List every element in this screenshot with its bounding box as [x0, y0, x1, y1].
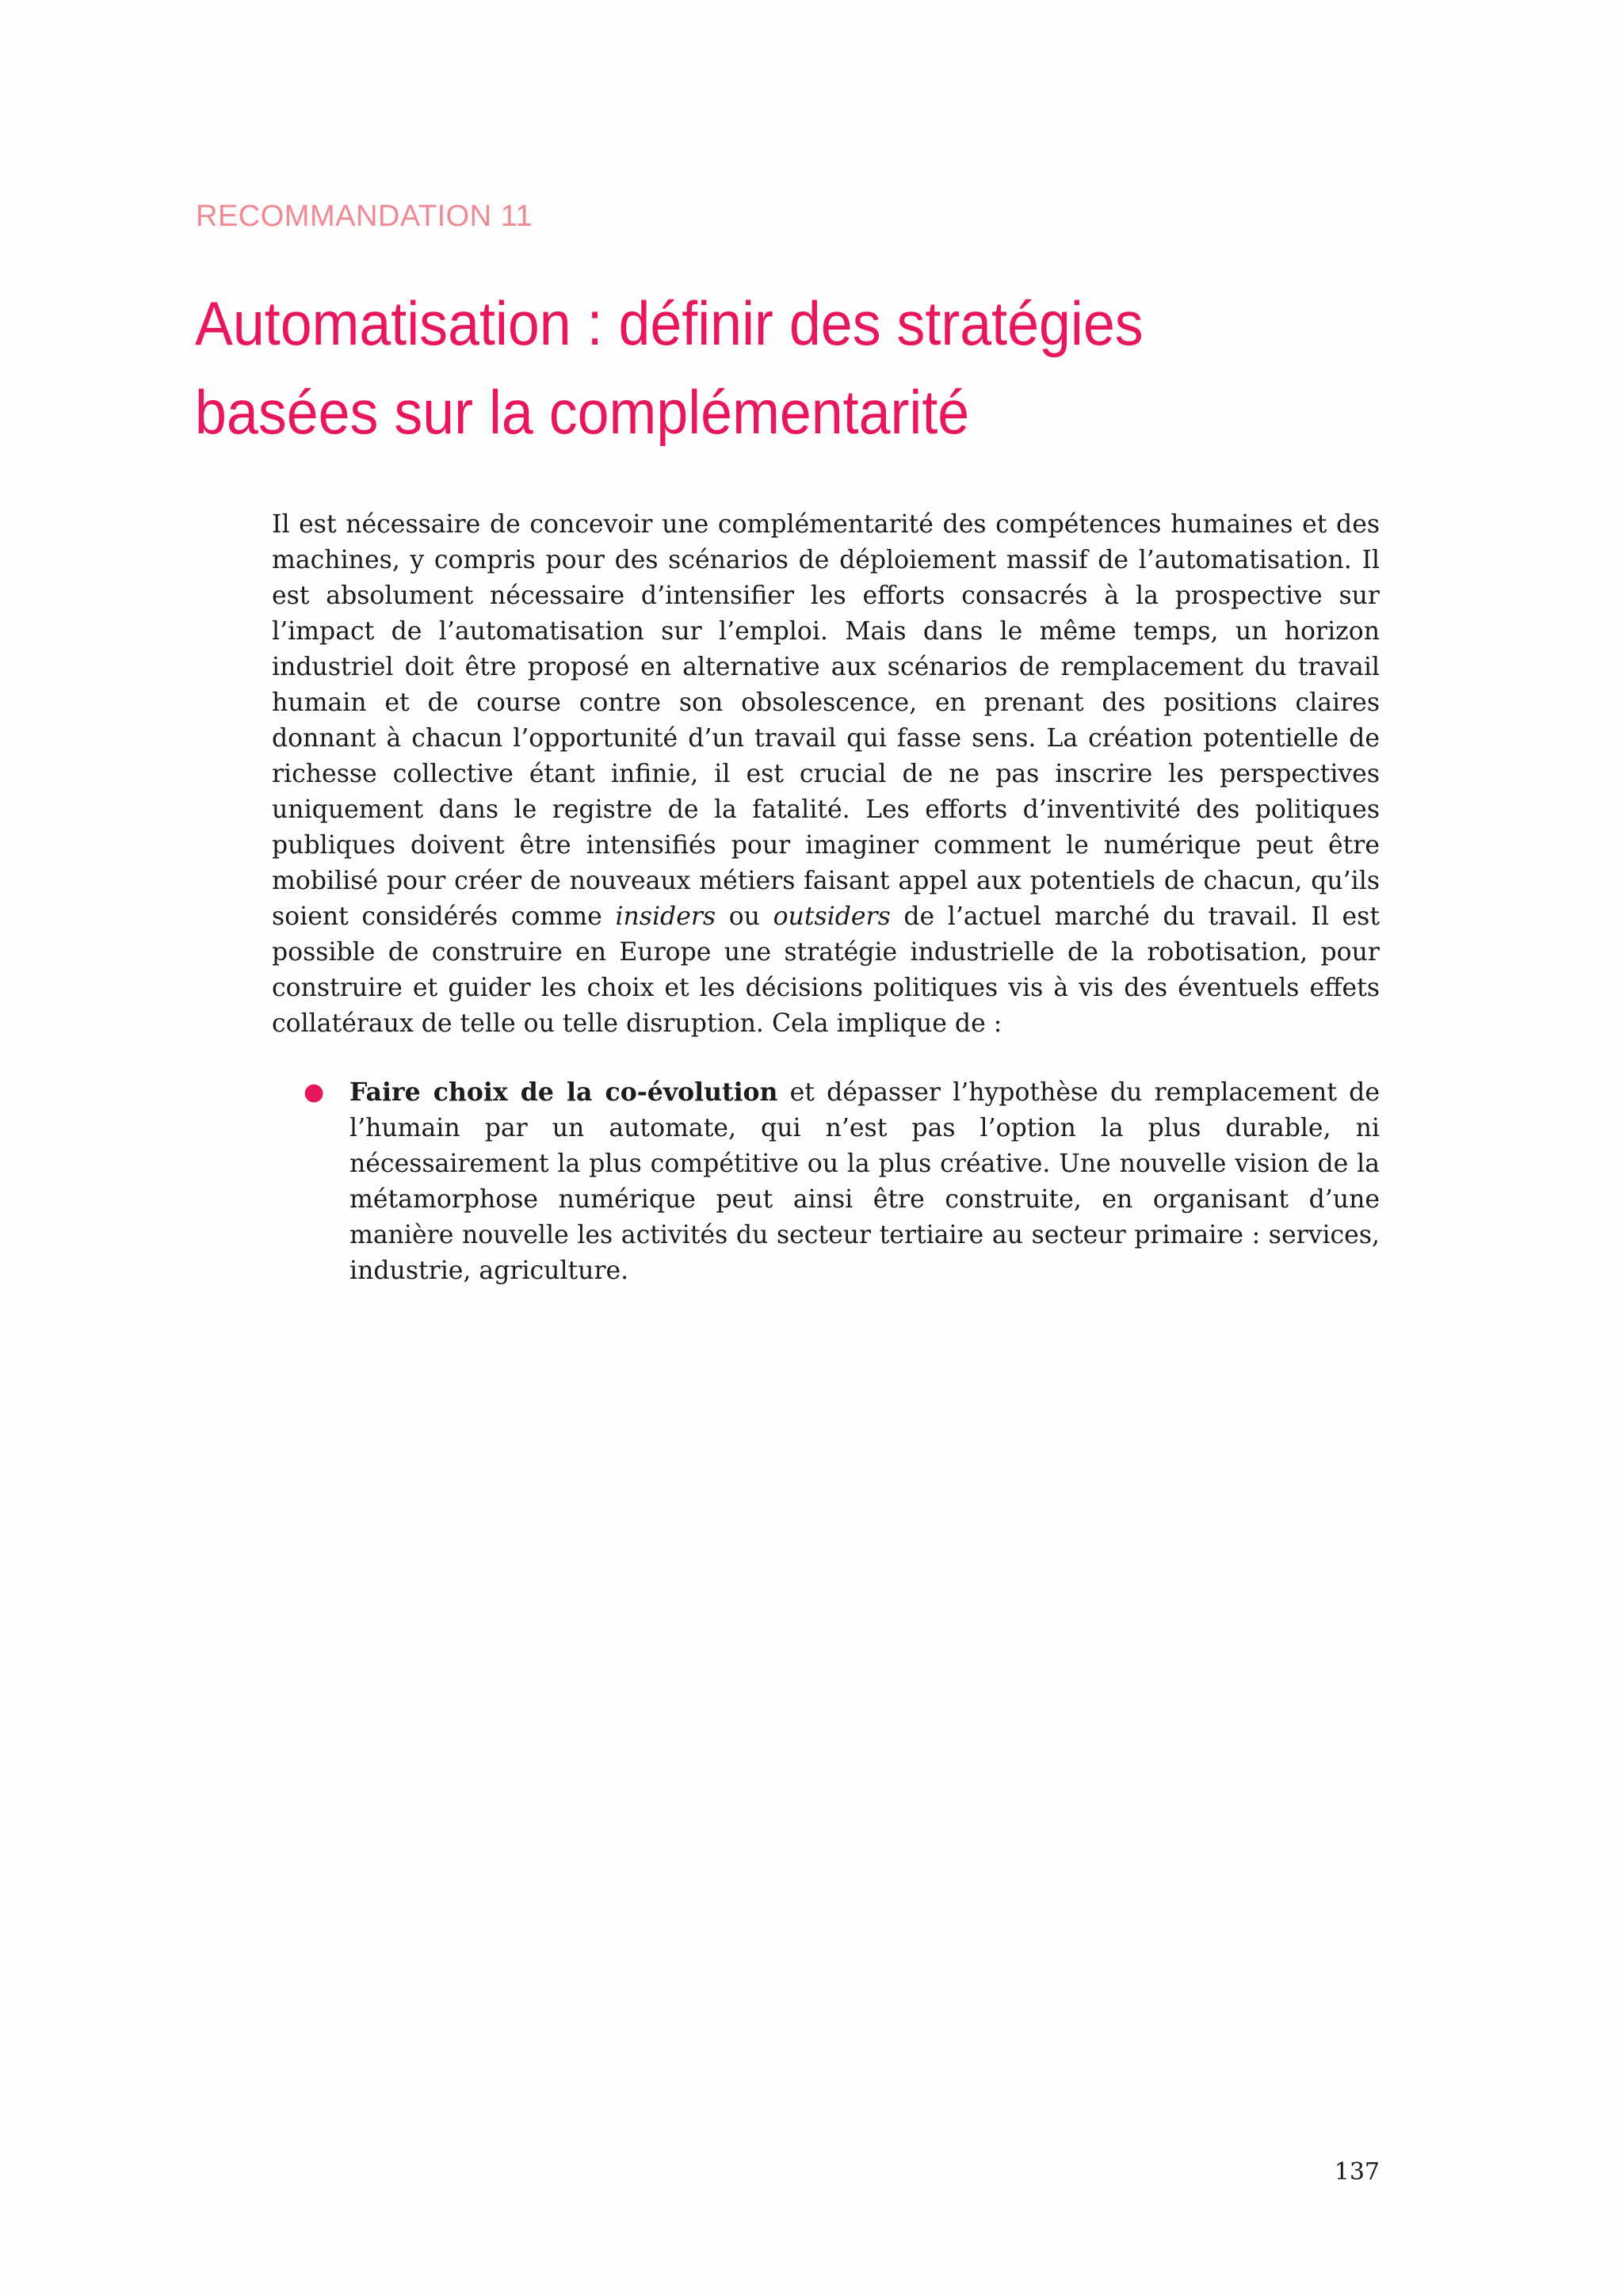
recommendation-label: RECOMMANDATION 11 [196, 200, 533, 233]
list-item-heading: Faire choix de la co-évolution [349, 1077, 778, 1107]
bullet-dot-icon: ● [304, 1078, 325, 1106]
list-item [272, 1074, 1380, 1289]
bullet-list [272, 1074, 1380, 1289]
main-paragraph [272, 507, 1380, 1042]
page-title: Automatisation : définir des stratégies basées sur la complémentarité [195, 288, 1144, 447]
emphasis-insiders: insiders [615, 902, 716, 931]
paragraph-text-2: ou [716, 902, 773, 931]
list-item-text: et dépasser l’hypothèse du remplacement de l’humain par un automate, qui n’est pas l’option la plus durable, ni nécessairement la plus compétitive ou la plus créative. Une nouvelle vision de la métamorphose numérique peut ainsi être construite, en organisant d’une manière nouvelle les activités du secteur tertiaire au secteur primaire : services, industrie, agriculture. [349, 1078, 1380, 1285]
page-number: 137 [1334, 2158, 1380, 2186]
paragraph-text-3: de l’actuel marché du travail. Il est possible de construire en Europe une stratégie industrielle de la robotisation, pour construire et guider les choix et les décisions politiques vis à vis des éventuels effets collatéraux de telle ou telle disruption. Cela implique de : [272, 902, 1381, 1038]
body-text [272, 507, 1380, 1289]
paragraph-text-1: Il est nécessaire de concevoir une complémentarité des compétences humaines et des machines, y compris pour des scénarios de déploiement massif de l’automatisation. Il est absolument nécessaire d’intensifier les efforts consacrés à la prospective sur l’impact de l’automatisation sur l’emploi. Mais dans le même temps, un horizon industriel doit être proposé en alternative aux scénarios de remplacement du travail humain et de course contre son obsolescence, en prenant des positions claires donnant à chacun l’opportunité d’un travail qui fasse sens. La création potentielle de richesse collective étant infinie, il est crucial de ne pas inscrire les perspectives uniquement dans le registre de la fatalité. Les efforts d’inventivité des politiques publiques doivent être intensifiés pour imaginer comment le numérique peut être mobilisé pour créer de nouveaux métiers faisant appel aux potentiels de chacun, qu’ils soient considérés comme [272, 510, 1380, 931]
emphasis-outsiders: outsiders [773, 902, 891, 931]
